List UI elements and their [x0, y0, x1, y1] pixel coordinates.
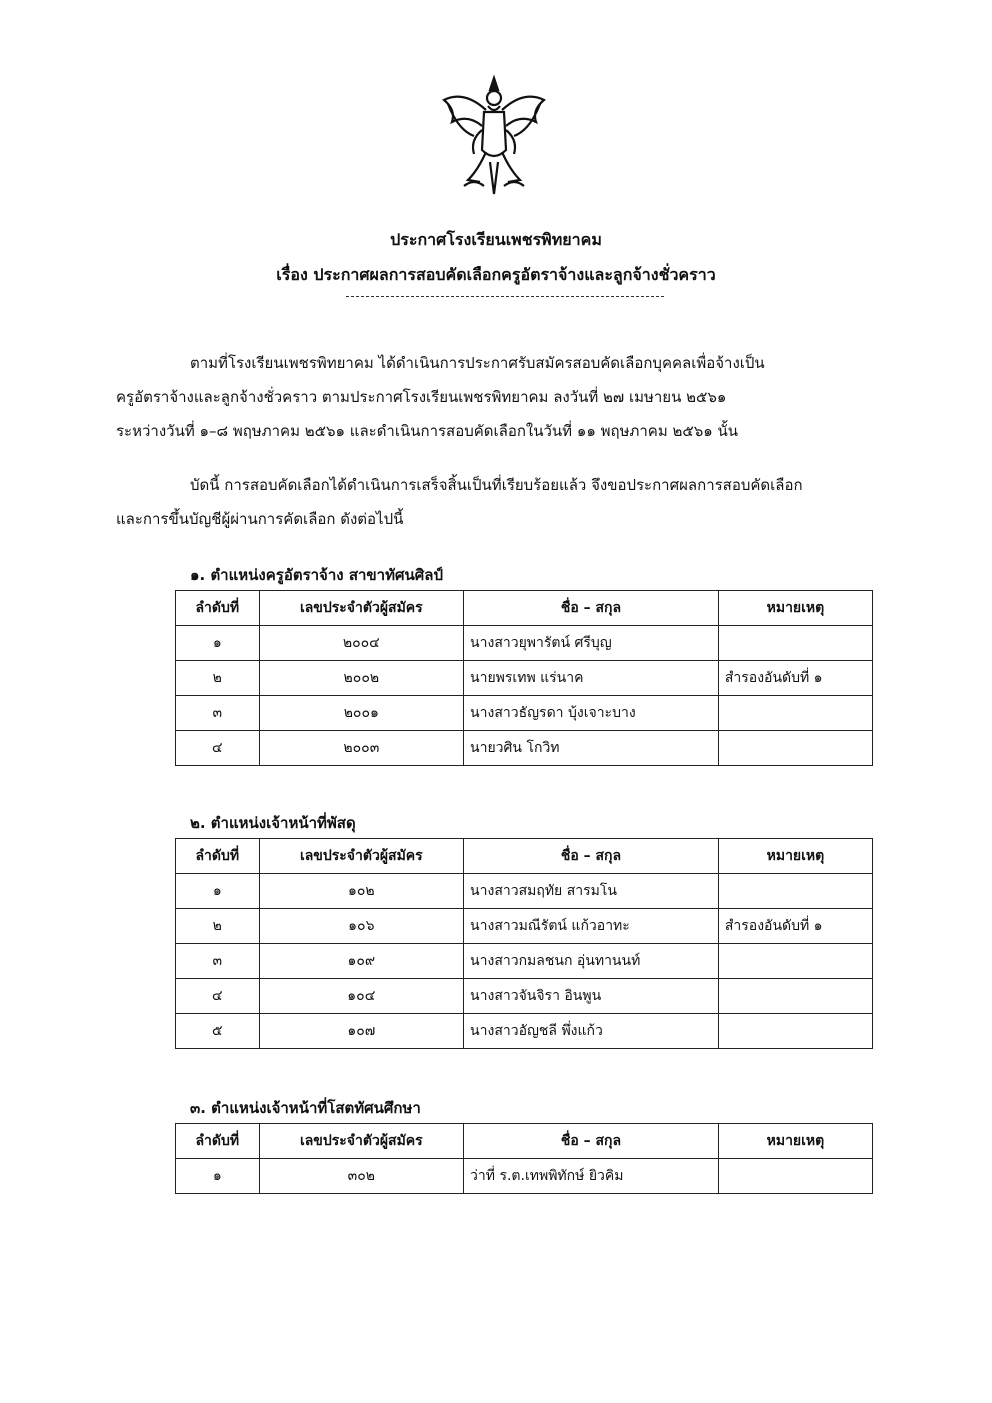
- cell-name: นางสาวยุพารัตน์ ศรีบุญ: [464, 626, 719, 661]
- header-name: ชื่อ – สกุล: [464, 591, 719, 626]
- paragraph-1-line-2: ครูอัตราจ้างและลูกจ้างชั่วคราว ตามประกาศโรงเรียนเพชรพิทยาคม ลงวันที่ ๒๗ เมษายน ๒๕๖๑: [116, 388, 727, 406]
- cell-order: ๑: [176, 874, 260, 909]
- table-row: [176, 979, 873, 1014]
- cell-note: [718, 731, 872, 766]
- cell-order: ๓: [176, 944, 260, 979]
- cell-applicant-no: ๒๐๐๓: [259, 731, 463, 766]
- cell-order: ๔: [176, 979, 260, 1014]
- cell-note: [718, 626, 872, 661]
- cell-name: นายพรเทพ แร่นาค: [464, 661, 719, 696]
- header-applicant-no: เลขประจำตัวผู้สมัคร: [259, 839, 463, 874]
- cell-note: [718, 874, 872, 909]
- cell-note: สำรองอันดับที่ ๑: [718, 909, 872, 944]
- table-row: [176, 731, 873, 766]
- header-name: ชื่อ – สกุล: [464, 1124, 719, 1159]
- cell-applicant-no: ๑๐๗: [259, 1014, 463, 1049]
- cell-name: นางสาวสมฤทัย สารมโน: [464, 874, 719, 909]
- cell-order: ๔: [176, 731, 260, 766]
- cell-note: [718, 979, 872, 1014]
- table-row: [176, 661, 873, 696]
- cell-name: นางสาวกมลชนก อุ่นทานนท์: [464, 944, 719, 979]
- section-heading-3: ๓. ตำแหน่งเจ้าหน้าที่โสตทัศนศึกษา: [190, 1099, 421, 1117]
- paragraph-1: [116, 346, 906, 448]
- cell-name: นางสาวมณีรัตน์ แก้วอาทะ: [464, 909, 719, 944]
- section-heading-1: ๑. ตำแหน่งครูอัตราจ้าง สาขาทัศนศิลป์: [190, 566, 443, 584]
- header-order: ลำดับที่: [176, 591, 260, 626]
- table-row: [176, 696, 873, 731]
- header-note: หมายเหตุ: [718, 839, 872, 874]
- table-row: [176, 1014, 873, 1049]
- cell-name: นางสาวธัญรดา บุ้งเจาะบาง: [464, 696, 719, 731]
- table-row: [176, 626, 873, 661]
- cell-order: ๓: [176, 696, 260, 731]
- cell-order: ๑: [176, 1159, 260, 1194]
- header-note: หมายเหตุ: [718, 1124, 872, 1159]
- cell-name: นางสาวจันจิรา อินพูน: [464, 979, 719, 1014]
- cell-order: ๒: [176, 661, 260, 696]
- document-subject: เรื่อง ประกาศผลการสอบคัดเลือกครูอัตราจ้างและลูกจ้างชั่วคราว: [276, 265, 716, 284]
- paragraph-2-line-2: และการขึ้นบัญชีผู้ผ่านการคัดเลือก ดังต่อไปนี้: [116, 510, 404, 528]
- header-order: ลำดับที่: [176, 1124, 260, 1159]
- cell-order: ๑: [176, 626, 260, 661]
- cell-note: [718, 1014, 872, 1049]
- document-title: ประกาศโรงเรียนเพชรพิทยาคม: [390, 230, 602, 249]
- cell-applicant-no: ๑๐๔: [259, 979, 463, 1014]
- title-divider: [346, 296, 664, 297]
- table-row: [176, 1159, 873, 1194]
- cell-applicant-no: ๒๐๐๒: [259, 661, 463, 696]
- header-name: ชื่อ – สกุล: [464, 839, 719, 874]
- cell-note: [718, 944, 872, 979]
- table-row: [176, 909, 873, 944]
- results-table-1: [175, 590, 873, 766]
- table-row: [176, 874, 873, 909]
- table-header-row: [176, 591, 873, 626]
- header-note: หมายเหตุ: [718, 591, 872, 626]
- paragraph-1-line-1: ตามที่โรงเรียนเพชรพิทยาคม ได้ดำเนินการประกาศรับสมัครสอบคัดเลือกบุคคลเพื่อจ้างเป็น: [190, 354, 765, 372]
- cell-note: [718, 1159, 872, 1194]
- paragraph-2-line-1: บัดนี้ การสอบคัดเลือกได้ดำเนินการเสร็จสิ้นเป็นที่เรียบร้อยแล้ว จึงขอประกาศผลการสอบคัดเลือก: [190, 476, 803, 494]
- results-table-2: [175, 838, 873, 1049]
- table-row: [176, 944, 873, 979]
- table-header-row: [176, 839, 873, 874]
- header-applicant-no: เลขประจำตัวผู้สมัคร: [259, 591, 463, 626]
- cell-name: ว่าที่ ร.ต.เทพพิทักษ์ ยิวคิม: [464, 1159, 719, 1194]
- header-applicant-no: เลขประจำตัวผู้สมัคร: [259, 1124, 463, 1159]
- cell-applicant-no: ๓๐๒: [259, 1159, 463, 1194]
- paragraph-2: [116, 468, 906, 536]
- cell-applicant-no: ๒๐๐๔: [259, 626, 463, 661]
- cell-note: [718, 696, 872, 731]
- garuda-emblem-icon: [434, 70, 554, 200]
- cell-applicant-no: ๒๐๐๑: [259, 696, 463, 731]
- cell-applicant-no: ๑๐๙: [259, 944, 463, 979]
- cell-applicant-no: ๑๐๒: [259, 874, 463, 909]
- cell-name: นายวศิน โกวิท: [464, 731, 719, 766]
- header-order: ลำดับที่: [176, 839, 260, 874]
- paragraph-1-line-3: ระหว่างวันที่ ๑–๘ พฤษภาคม ๒๕๖๑ และดำเนินการสอบคัดเลือกในวันที่ ๑๑ พฤษภาคม ๒๕๖๑ นั้น: [116, 422, 739, 440]
- results-table-3: [175, 1123, 873, 1194]
- cell-order: ๒: [176, 909, 260, 944]
- table-header-row: [176, 1124, 873, 1159]
- cell-order: ๕: [176, 1014, 260, 1049]
- cell-note: สำรองอันดับที่ ๑: [718, 661, 872, 696]
- section-heading-2: ๒. ตำแหน่งเจ้าหน้าที่พัสดุ: [190, 814, 356, 832]
- cell-name: นางสาวอัญชลี พึ่งแก้ว: [464, 1014, 719, 1049]
- cell-applicant-no: ๑๐๖: [259, 909, 463, 944]
